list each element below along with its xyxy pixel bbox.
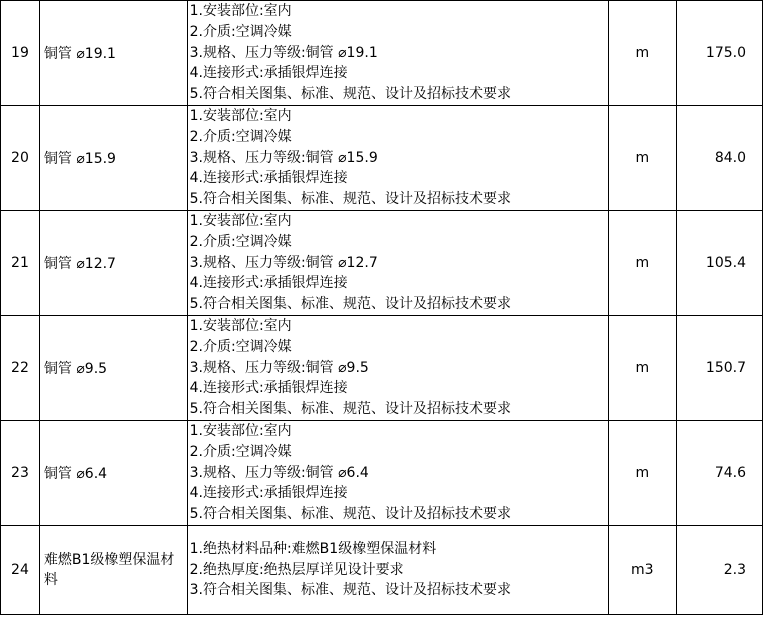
description-line: 5.符合相关图集、标准、规范、设计及招标技术要求 — [189, 506, 511, 523]
item-quantity: 150.7 — [676, 316, 762, 421]
description-line: 3.规格、压力等级:铜管 ⌀19.1 — [189, 44, 378, 61]
table-row[interactable] — [1, 106, 763, 211]
item-unit: m — [608, 211, 676, 316]
description-line: 5.符合相关图集、标准、规范、设计及招标技术要求 — [189, 86, 511, 103]
item-quantity: 74.6 — [676, 421, 762, 526]
description-line: 4.连接形式:承插银焊连接 — [189, 65, 348, 82]
description-line: 2.介质:空调冷媒 — [189, 128, 292, 145]
description-line: 3.规格、压力等级:铜管 ⌀15.9 — [189, 149, 378, 166]
item-quantity: 84.0 — [676, 106, 762, 211]
table-row[interactable] — [1, 1, 763, 106]
description-line: 5.符合相关图集、标准、规范、设计及招标技术要求 — [189, 401, 511, 418]
item-description — [187, 106, 608, 211]
description-line: 2.介质:空调冷媒 — [189, 233, 292, 250]
item-name: 铜管 ⌀9.5 — [39, 316, 187, 421]
description-line: 4.连接形式:承插银焊连接 — [189, 275, 348, 292]
item-number: 20 — [1, 106, 40, 211]
item-name: 铜管 ⌀12.7 — [39, 211, 187, 316]
item-number: 21 — [1, 211, 40, 316]
item-name: 铜管 ⌀6.4 — [39, 421, 187, 526]
description-line: 2.介质:空调冷媒 — [189, 23, 292, 40]
item-description — [187, 421, 608, 526]
table-row[interactable] — [1, 526, 763, 615]
description-line: 1.安装部位:室内 — [189, 423, 292, 439]
description-line: 1.绝热材料品种:难燃B1级橡塑保温材料 — [189, 540, 437, 557]
item-name: 铜管 ⌀15.9 — [39, 106, 187, 211]
description-line: 1.安装部位:室内 — [189, 318, 292, 334]
item-description — [187, 1, 608, 106]
description-line: 2.介质:空调冷媒 — [189, 443, 292, 460]
description-line: 1.安装部位:室内 — [189, 108, 292, 124]
table-row[interactable] — [1, 211, 763, 316]
item-number: 23 — [1, 421, 40, 526]
item-name-text: 难燃B1级橡塑保温材料 — [43, 552, 175, 588]
item-quantity: 175.0 — [676, 1, 762, 106]
item-unit: m — [608, 106, 676, 211]
table-row[interactable] — [1, 316, 763, 421]
item-unit: m — [608, 316, 676, 421]
description-line: 4.连接形式:承插银焊连接 — [189, 380, 348, 397]
description-line: 5.符合相关图集、标准、规范、设计及招标技术要求 — [189, 191, 511, 208]
item-description — [187, 316, 608, 421]
item-number: 19 — [1, 1, 40, 106]
description-line: 2.介质:空调冷媒 — [189, 338, 292, 355]
description-line: 3.规格、压力等级:铜管 ⌀12.7 — [189, 254, 378, 271]
table-row[interactable] — [1, 421, 763, 526]
item-unit: m — [608, 421, 676, 526]
description-line: 2.绝热厚度:绝热层厚详见设计要求 — [189, 561, 404, 578]
description-line: 4.连接形式:承插银焊连接 — [189, 170, 348, 187]
description-line: 3.符合相关图集、标准、规范、设计及招标技术要求 — [189, 582, 511, 599]
description-line: 3.规格、压力等级:铜管 ⌀6.4 — [189, 464, 369, 481]
item-unit: m — [608, 1, 676, 106]
item-description — [187, 211, 608, 316]
description-line: 5.符合相关图集、标准、规范、设计及招标技术要求 — [189, 296, 511, 313]
item-quantity: 2.3 — [676, 526, 762, 615]
item-unit: m3 — [608, 526, 676, 615]
item-number: 22 — [1, 316, 40, 421]
item-number: 24 — [1, 526, 40, 615]
item-quantity: 105.4 — [676, 211, 762, 316]
description-line: 4.连接形式:承插银焊连接 — [189, 485, 348, 502]
description-line: 3.规格、压力等级:铜管 ⌀9.5 — [189, 359, 369, 376]
item-name: 铜管 ⌀19.1 — [39, 1, 187, 106]
item-description — [187, 526, 608, 615]
item-name — [39, 526, 187, 615]
description-line: 1.安装部位:室内 — [189, 213, 292, 229]
description-line: 1.安装部位:室内 — [189, 3, 292, 19]
